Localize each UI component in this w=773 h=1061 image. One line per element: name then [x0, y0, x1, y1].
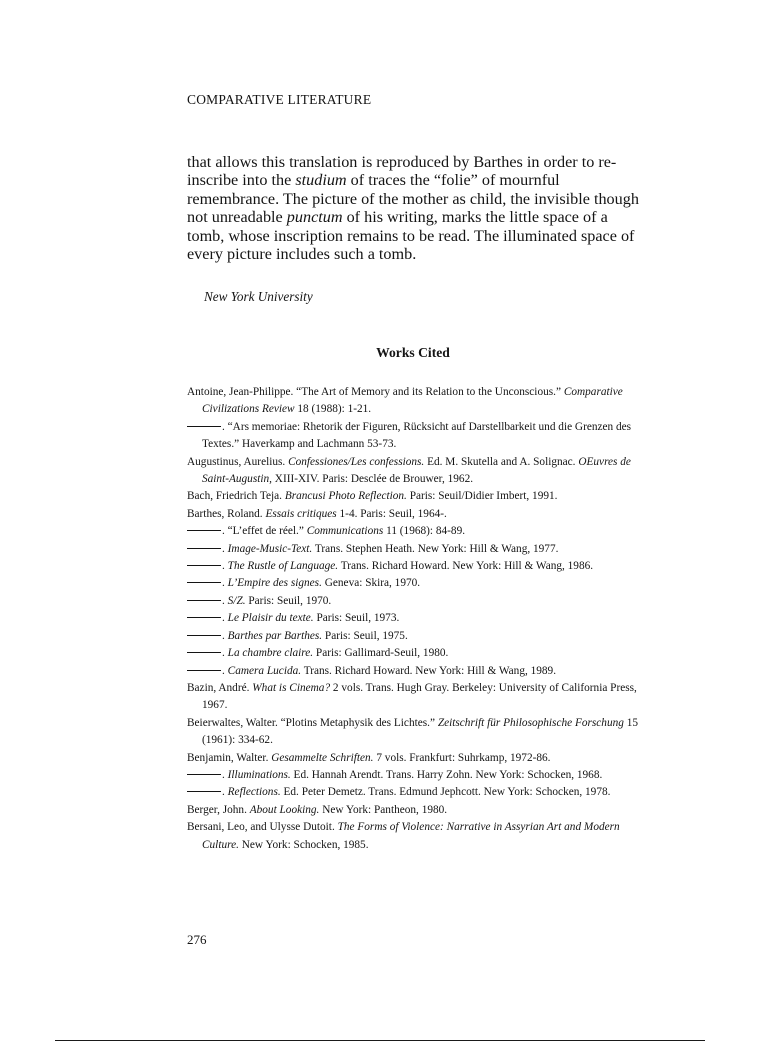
repeat-author-dash: [187, 600, 221, 601]
reference-title: Confessiones/Les confessions.: [288, 455, 425, 468]
reference-text: Paris: Seuil/Didier Imbert, 1991.: [406, 490, 558, 503]
reference-entry: [187, 645, 639, 662]
reference-title: Barthes par Barthes.: [227, 629, 323, 642]
reference-title: Comparative Civilizations Review: [202, 386, 623, 416]
reference-text: 2 vols. Trans. Hugh Gray. Berkeley: University of California Press, 1967.: [202, 681, 637, 712]
reference-entry: [187, 767, 639, 784]
reference-entry: [187, 715, 639, 750]
repeat-author-dash: [187, 791, 221, 792]
reference-entry: [187, 506, 639, 523]
author-affiliation: New York University: [204, 289, 313, 304]
reference-title: Brancusi Photo Reflection.: [284, 490, 407, 503]
reference-title: Reflections.: [227, 786, 281, 799]
reference-text: Bach, Friedrich Teja.: [187, 490, 285, 503]
reference-text: Geneva: Skira, 1970.: [321, 577, 421, 590]
running-head: COMPARATIVE LITERATURE: [187, 92, 372, 107]
reference-text: Trans. Richard Howard. New York: Hill & Wang, 1986.: [338, 560, 594, 573]
reference-text: .: [222, 629, 228, 642]
reference-text: Paris: Seuil, 1970.: [245, 594, 332, 607]
reference-entry: [187, 419, 639, 454]
reference-title: Gesammelte Schriften.: [271, 751, 374, 764]
reference-entry: [187, 454, 639, 489]
reference-text: Paris: Seuil, 1975.: [322, 629, 408, 642]
works-cited-heading: Works Cited: [376, 345, 450, 360]
reference-title: Camera Lucida.: [227, 664, 302, 677]
reference-text: .: [222, 612, 228, 625]
reference-text: Beierwaltes, Walter. “Plotins Metaphysik des Lichtes.”: [187, 716, 438, 729]
repeat-author-dash: [187, 548, 221, 549]
reference-text: Paris: Seuil, 1973.: [313, 612, 400, 625]
reference-text: XIII-XIV. Paris: Desclée de Brouwer, 1962.: [271, 473, 474, 486]
reference-entry: [187, 802, 639, 819]
repeat-author-dash: [187, 582, 221, 583]
repeat-author-dash: [187, 774, 221, 775]
reference-entry: [187, 750, 639, 767]
reference-title: Essais critiques: [265, 507, 337, 520]
repeat-author-dash: [187, 617, 221, 618]
reference-title: Communications: [306, 525, 384, 538]
reference-entry: [187, 680, 639, 715]
reference-text: Bazin, André.: [187, 681, 253, 694]
reference-entry: [187, 628, 639, 645]
reference-text: Trans. Richard Howard. New York: Hill & Wang, 1989.: [301, 664, 557, 677]
reference-text: Ed. M. Skutella and A. Solignac.: [424, 455, 579, 468]
reference-text: Bersani, Leo, and Ulysse Dutoit.: [187, 821, 338, 834]
reference-text: 7 vols. Frankfurt: Suhrkamp, 1972-86.: [373, 751, 551, 764]
reference-text: Paris: Gallimard-Seuil, 1980.: [313, 647, 449, 660]
reference-text: .: [222, 786, 228, 799]
reference-title: L’Empire des signes.: [227, 577, 322, 590]
reference-title: S/Z.: [227, 594, 246, 607]
reference-text: Antoine, Jean-Philippe. “The Art of Memory and its Relation to the Unconscious.”: [187, 386, 564, 398]
reference-title: The Rustle of Language.: [227, 560, 339, 573]
repeat-author-dash: [187, 635, 221, 636]
reference-entry: [187, 384, 639, 419]
reference-entry: [187, 784, 639, 801]
reference-entry: [187, 663, 639, 680]
reference-title: La chambre claire.: [227, 647, 314, 660]
works-cited-list: [187, 384, 639, 854]
reference-text: 1-4. Paris: Seuil, 1964-.: [336, 507, 447, 520]
reference-entry: [187, 541, 639, 558]
reference-title: OEuvres de Saint-Augustin,: [202, 455, 631, 486]
reference-title: Le Plaisir du texte.: [227, 612, 314, 625]
repeat-author-dash: [187, 565, 221, 566]
body-text: that allows this translation is reproduced by Barthes in order to re-inscribe into the studium of traces the “folie” of mournful remembrance. The picture of the mother as child, the invisible though not unreadable punctum of his writing, marks the little space of a tomb, whose inscription remains to be read. The illuminated space of every picture includes such a tomb.: [187, 153, 639, 264]
reference-text: .: [222, 560, 228, 573]
reference-text: Ed. Hannah Arendt. Trans. Harry Zohn. New York: Schocken, 1968.: [290, 768, 603, 781]
reference-text: .: [222, 647, 228, 660]
reference-text: Barthes, Roland.: [187, 507, 266, 520]
reference-text: Trans. Stephen Heath. New York: Hill & Wang, 1977.: [312, 542, 559, 555]
reference-entry: [187, 593, 639, 610]
reference-text: Berger, John.: [187, 803, 250, 816]
reference-text: Augustinus, Aurelius.: [187, 455, 289, 468]
reference-text: 11 (1968): 84-89.: [383, 525, 466, 538]
reference-entry: [187, 610, 639, 627]
reference-text: New York: Schocken, 1985.: [238, 838, 369, 851]
reference-entry: [187, 575, 639, 592]
reference-entry: [187, 523, 639, 540]
reference-text: .: [222, 542, 228, 555]
reference-text: .: [222, 577, 228, 590]
reference-title: Illuminations.: [227, 768, 291, 781]
reference-text: .: [222, 768, 228, 781]
reference-text: Ed. Peter Demetz. Trans. Edmund Jephcott. New York: Schocken, 1978.: [280, 786, 611, 799]
reference-text: 15 (1961): 334-62.: [202, 716, 639, 747]
bottom-rule: [55, 1040, 705, 1041]
reference-text: .: [222, 664, 228, 677]
repeat-author-dash: [187, 530, 221, 531]
reference-text: . “Ars memoriae: Rhetorik der Figuren, Rücksicht auf Darstellbarkeit und die Grenzen des Textes.” Haverkamp and Lachmann 53-73.: [202, 420, 632, 451]
reference-title: About Looking.: [249, 803, 320, 816]
body-paragraph: [187, 153, 639, 263]
reference-text: .: [222, 594, 228, 607]
reference-text: 18 (1988): 1-21.: [294, 403, 372, 416]
reference-text: . “L’effet de réel.”: [222, 525, 307, 538]
reference-title: The Forms of Violence: Narrative in Assyrian Art and Modern Culture.: [202, 821, 620, 851]
repeat-author-dash: [187, 426, 221, 427]
reference-entry: [187, 488, 639, 505]
reference-title: Image-Music-Text.: [227, 542, 313, 555]
reference-title: What is Cinema?: [252, 681, 331, 694]
page-number: 276: [187, 932, 207, 947]
reference-text: Benjamin, Walter.: [187, 751, 272, 764]
reference-text: New York: Pantheon, 1980.: [319, 803, 448, 816]
reference-entry: [187, 819, 639, 854]
reference-entry: [187, 558, 639, 575]
repeat-author-dash: [187, 652, 221, 653]
repeat-author-dash: [187, 670, 221, 671]
reference-title: Zeitschrift für Philosophische Forschung: [437, 716, 624, 729]
